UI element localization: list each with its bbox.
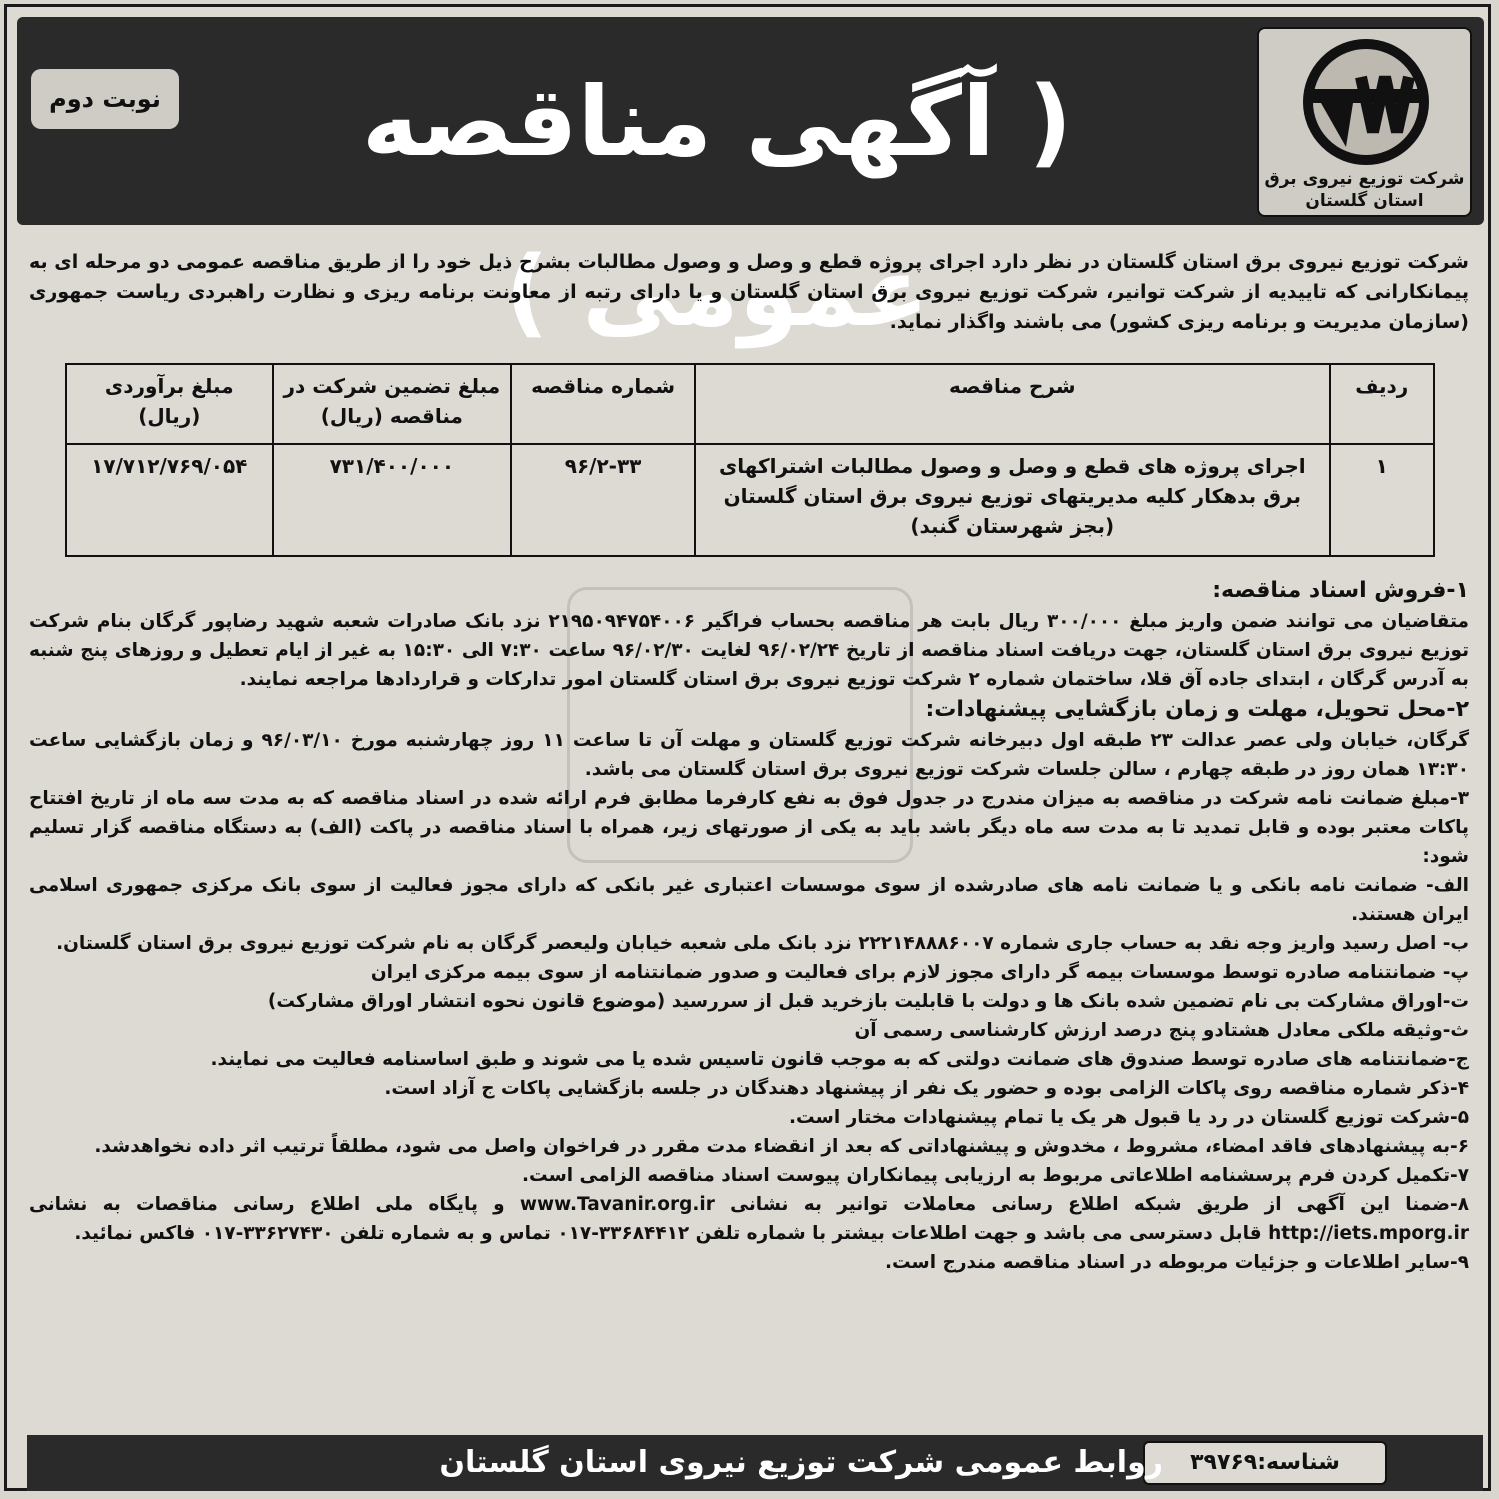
- table-row: [66, 444, 1434, 556]
- section-4-text: ۴-ذکر شماره مناقصه روی پاکات الزامی بوده و حضور یک نفر از پیشنهاد دهندگان در جلسه بازگشایی پاکات ج آزاد است.: [384, 1078, 1469, 1099]
- header-guarantee: مبلغ تضمین شرکت در مناقصه (ریال): [273, 364, 512, 444]
- section-1-text: متقاضیان می توانند ضمن واریز مبلغ ۳۰۰/۰۰۰ ریال بابت هر مناقصه بحساب فراگیر ۲۱۹۵۰۹۴۷۵۴۰۰۶ نزد بانک صادرات شعبه شهید رضاپور گرگان بنام شرکت توزیع نیروی برق استان گلستان، جهت دریافت اسناد مناقصه از تاریخ ۹۶/۰۲/۲۴ لغایت ۹۶/۰۲/۳۰ ساعت ۷:۳۰ الی ۱۵:۳۰ به غیر از ایام تعطیل و روزهای پنج شنبه به آدرس گرگان ، ابتدای جاده آق قلا، ساختمان شماره ۲ شرکت توزیع نیروی برق استان گلستان امور تدارکات و قراردادها مراجعه نمایند.: [29, 611, 1470, 690]
- footer-band: [27, 1435, 1483, 1491]
- section-8-part-b: و پایگاه ملی اطلاع رسانی مناقصات به نشانی: [29, 1194, 505, 1215]
- section-5-text: ۵-شرکت توزیع گلستان در رد یا قبول هر یک یا تمام پیشنهادات مختار است.: [789, 1107, 1469, 1128]
- tender-table: [65, 363, 1435, 557]
- section-8-part-a: ۸-ضمنا این آگهی از طریق شبکه اطلاع رسانی معاملات توانیر به نشانی: [730, 1194, 1469, 1215]
- section-8-text: [29, 1190, 1469, 1248]
- section-2-text: گرگان، خیابان ولی عصر عدالت ۲۳ طبقه اول دبیرخانه شرکت توزیع گلستان و مهلت آن تا ساعت ۱۱ روز چهارشنبه مورخ ۹۶/۰۳/۱۰ و زمان بازگشایی ساعت ۱۳:۳۰ همان روز در طبقه چهارم ، سالن جلسات شرکت توزیع نیروی برق استان گلستان می باشد.: [29, 730, 1469, 780]
- advertisement-frame: [4, 4, 1491, 1491]
- header-row-number: ردیف: [1330, 364, 1434, 444]
- header-description: شرح مناقصه: [695, 364, 1330, 444]
- section-3-text: ۳-مبلغ ضمانت نامه شرکت در مناقصه به میزان مندرج در جدول فوق به نفع کارفرما مطابق فرم ارائه شده در اسناد مناقصه که به مدت سه ماه از تاریخ افتتاح پاکات معتبر بوده و قابل تمدید تا به مدت سه ماه دیگر باشد باید به یکی از صورتهای زیر، همراه با اسناد مناقصه در پاکت (الف) به دستگاه مناقصه گزار تسلیم شود:: [29, 788, 1469, 867]
- clause-alef: الف- ضمانت نامه بانکی و یا ضمانت نامه های صادرشده از سوی موسسات اعتباری غیر بانکی که دارای مجوز فعالیت از سوی بانک مرکزی جمهوری اسلامی ایران هستند.: [29, 875, 1469, 925]
- footer-public-relations: روابط عمومی شرکت توزیع نیروی استان گلستان: [439, 1445, 1163, 1480]
- conditions-body: [29, 575, 1469, 1277]
- tavanir-link[interactable]: www.Tavanir.org.ir: [519, 1194, 715, 1215]
- clause-pe: پ- ضمانتنامه صادره توسط موسسات بیمه گر دارای مجوز لازم برای فعالیت و صدور ضمانتنامه از سوی بیمه مرکزی ایران: [370, 962, 1469, 983]
- section-9-text: ۹-سایر اطلاعات و جزئیات مربوطه در اسناد مناقصه مندرج است.: [884, 1252, 1469, 1273]
- header-estimate: مبلغ برآوردی (ریال): [66, 364, 273, 444]
- notice-id-badge: شناسه:۳۹۷۶۹: [1143, 1441, 1387, 1485]
- cell-tender-number: ۹۶/۲-۳۳: [511, 444, 695, 556]
- intro-paragraph: شرکت توزیع نیروی برق استان گلستان در نظر دارد اجرای پروژه قطع و وصل و وصول مطالبات بشرح ذیل خود را از طریق مناقصه عمومی دو مرحله ای به پیمانکارانی که تاییدیه از شرکت توانیر، شرکت توزیع نیروی برق استان گلستان و یا دارای رتبه از معاونت برنامه ریزی و نظارت راهبردی ریاست جمهوری (سازمان مدیریت و برنامه ریزی کشور) می باشند واگذار نماید.: [29, 251, 1469, 333]
- clause-be: ب- اصل رسید واریز وجه نقد به حساب جاری شماره ۲۲۲۱۴۸۸۸۶۰۰۷ نزد بانک ملی شعبه خیابان ولیعصر گرگان به نام شرکت توزیع نیروی برق استان گلستان.: [56, 933, 1469, 954]
- clause-jim: ج-ضمانتنامه های صادره توسط صندوق های ضمانت دولتی که به موجب قانون تاسیس شده یا می شوند و طبق اساسنامه فعالیت می نمایند.: [210, 1049, 1469, 1070]
- section-7-text: ۷-تکمیل کردن فرم پرسشنامه اطلاعاتی مربوط به ارزیابی پیمانکاران پیوست اسناد مناقصه الزامی است.: [521, 1165, 1469, 1186]
- section-2-title: ۲-محل تحویل، مهلت و زمان بازگشایی پیشنهادات:: [925, 697, 1469, 722]
- header-tender-number: شماره مناقصه: [511, 364, 695, 444]
- company-logo: [1257, 27, 1472, 217]
- cell-row-number: ۱: [1330, 444, 1434, 556]
- iets-link[interactable]: http://iets.mporg.ir: [1268, 1223, 1469, 1244]
- logo-company-name: شرکت توزیع نیروی برق: [1264, 169, 1465, 189]
- cell-description: اجرای پروژه های قطع و وصل و وصول مطالبات اشتراکهای برق بدهکار کلیه مدیریتهای توزیع نیروی برق استان گلستان (بجز شهرستان گنبد): [695, 444, 1330, 556]
- section-1-title: ۱-فروش اسناد مناقصه:: [1212, 578, 1469, 603]
- clause-te: ت-اوراق مشارکت بی نام تضمین شده بانک ها و دولت با قابلیت بازخرید قبل از سررسید (موضوع قانون نحوه انتشار اوراق مشارکت): [267, 991, 1469, 1012]
- section-6-text: ۶-به پیشنهادهای فاقد امضاء، مشروط ، مخدوش و پیشنهاداتی که بعد از انقضاء مدت مقرر در فراخوان واصل می شود، مطلقاً ترتیب اثر داده نخواهدشد.: [94, 1136, 1469, 1157]
- cell-guarantee: ۷۳۱/۴۰۰/۰۰۰: [273, 444, 512, 556]
- power-logo-icon: [1291, 37, 1441, 167]
- publication-round-badge: نوبت دوم: [31, 69, 179, 129]
- cell-estimate: ۱۷/۷۱۲/۷۶۹/۰۵۴: [66, 444, 273, 556]
- logo-province-name: استان گلستان: [1305, 191, 1424, 211]
- clause-se: ث-وثیقه ملکی معادل هشتادو پنج درصد ارزش کارشناسی رسمی آن: [854, 1020, 1469, 1041]
- section-8-part-c: قابل دسترسی می باشد و جهت اطلاعات بیشتر با شماره تلفن ۳۳۶۸۴۴۱۲-۰۱۷ تماس و به شماره تلفن ۳۳۶۲۷۴۳۰-۰۱۷ فاکس نمائید.: [74, 1223, 1262, 1244]
- table-header-row: [66, 364, 1434, 444]
- page-title: ( آگهی مناقصه عمومی ): [361, 66, 1073, 348]
